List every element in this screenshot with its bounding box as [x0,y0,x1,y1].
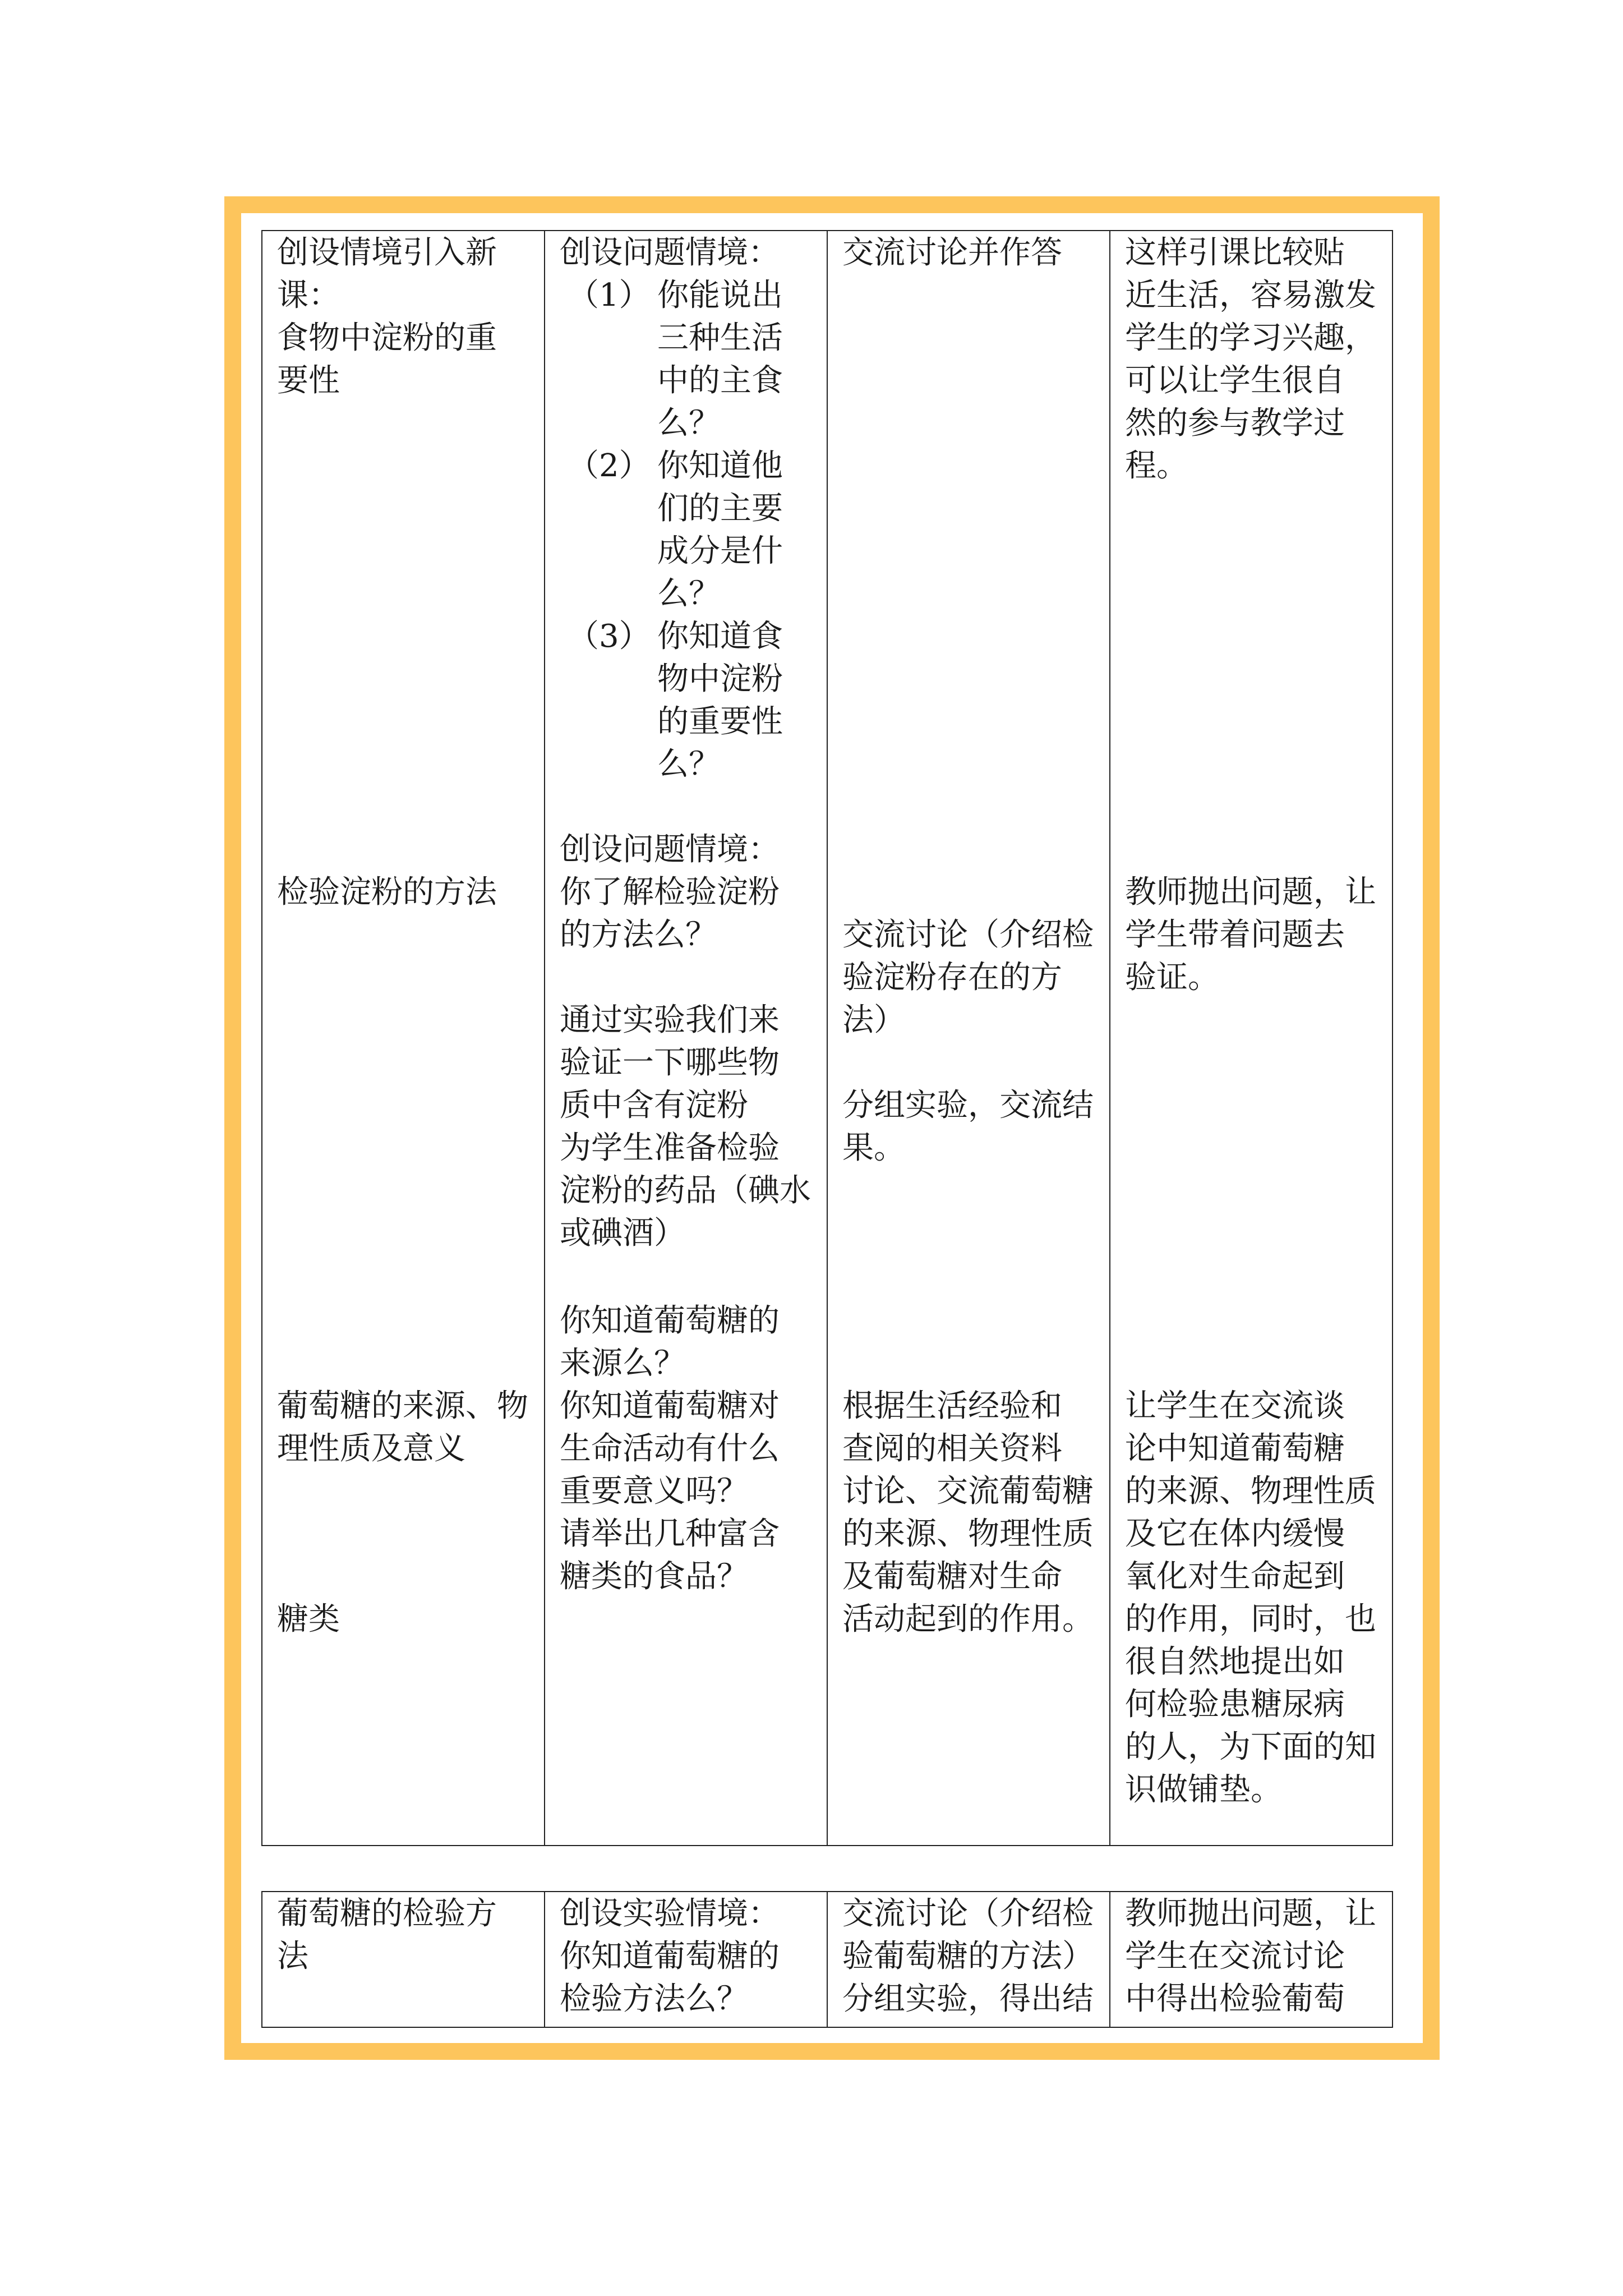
question-2-number: （2） [568,448,651,484]
table1-col1-sugars: 糖类 [277,1601,340,1637]
question-1-number: （1） [568,277,651,314]
question-3-number: （3） [568,618,651,655]
table1-col3-discuss: 交流讨论并作答 [842,234,1062,271]
table1-col1-starch-method: 检验淀粉的方法 [277,874,497,910]
table1-col2-scenario-heading: 创设问题情境： [560,234,780,271]
